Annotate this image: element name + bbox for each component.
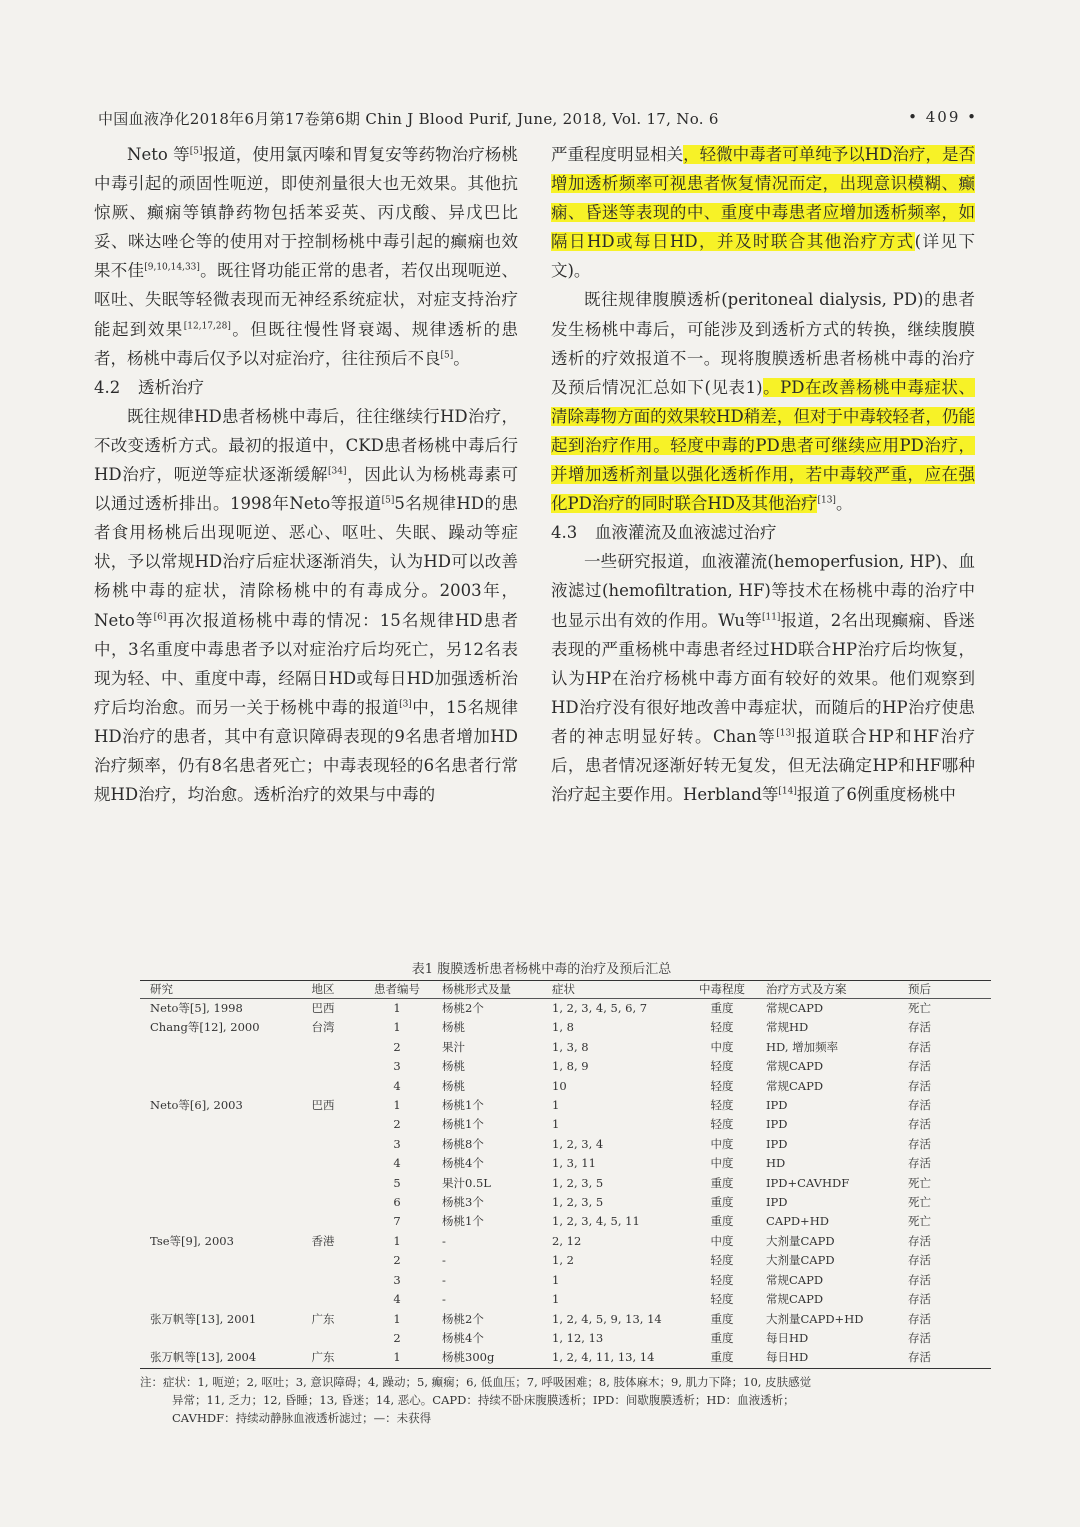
table-cell: 台湾 — [311, 1020, 335, 1035]
table-caption: 表1 腹膜透析患者杨桃中毒的治疗及预后汇总 — [411, 962, 672, 977]
left-column — [94, 140, 518, 809]
citation[interactable]: [5] — [189, 146, 203, 157]
table-cell: 1, 12, 13 — [552, 1330, 604, 1345]
table-cell: 死亡 — [908, 1175, 931, 1190]
right-column — [551, 140, 975, 809]
journal-citation: 中国血液净化2018年6月第17卷第6期 Chin J Blood Purif, June, 2018, Vol. 17, No. 6 — [98, 110, 719, 128]
table-cell: 1, 2, 3, 5 — [552, 1175, 604, 1190]
running-header — [98, 108, 978, 132]
table-note-line: 异常；11, 乏力；12, 昏睡；13, 昏迷；14, 恶心。CAPD：持续不卧床腹膜透析；IPD：间歇腹膜透析；HD：血液透析； — [172, 1392, 795, 1407]
table-cell: IPD — [766, 1195, 788, 1210]
table-cell: 常规CAPD — [766, 1078, 824, 1093]
table-row — [140, 1290, 991, 1309]
table-cell: 存活 — [908, 1136, 931, 1151]
table-cell — [288, 1077, 358, 1096]
table-cell: 轻度 — [710, 1117, 734, 1132]
table-cell — [288, 1290, 358, 1309]
table-cell — [140, 1038, 288, 1057]
paragraph: 既往规律腹膜透析(peritoneal dialysis, PD)的患者发生杨桃中毒后，可能涉及到透析方式的转换，继续腹膜透析的疗效报道不一。现将腹膜透析患者杨桃中毒的治疗及预后情况汇总如下(见表1)。PD在改善杨桃中毒症状、清除毒物方面的效果较HD稍差，但对于中毒较轻者，仍能起到治疗作用。轻度中毒的PD患者可继续应用PD治疗，并增加透析剂量以强化透析作用，若中毒较严重，应在强化PD治疗的同时联合HD及其他治疗[13]。 — [551, 290, 975, 514]
table-cell — [140, 1329, 288, 1348]
table-cell: 中度 — [710, 1039, 734, 1054]
citation[interactable]: [9,10,14,33] — [144, 262, 200, 273]
column-header: 患者编号 — [358, 981, 436, 999]
table-cell: 杨桃4个 — [442, 1156, 484, 1171]
table-cell: 广东 — [288, 1348, 358, 1368]
table-row — [140, 1096, 991, 1115]
table-cell: 存活 — [908, 1078, 931, 1093]
table-cell — [288, 1057, 358, 1076]
table-cell: 常规CAPD — [766, 1059, 824, 1074]
table-cell — [288, 1271, 358, 1290]
paragraph: 既往规律HD患者杨桃中毒后，往往继续行HD治疗，不改变透析方式。最初的报道中，CKD患者杨桃中毒后行HD治疗，呃逆等症状逐渐缓解[34]，因此认为杨桃毒素可以通过透析排出。1998年Neto等报道[5]5名规律HD的患者食用杨桃后出现呃逆、恶心、呕吐、失眠、躁动等症状，予以常规HD治疗后症状逐渐消失，认为HD可以改善杨桃中毒的症状，清除杨桃中的有毒成分。2003年，Neto等[6]再次报道杨桃中毒的情况：15名规律HD患者中，3名重度中毒患者予以对症治疗后均死亡，另12名表现为轻、中、重度中毒，经隔日HD或每日HD加强透析治疗后均治愈。而另一关于杨桃中毒的报道[3]中，15名规律HD治疗的患者，其中有意识障碍表现的9名患者增加HD治疗频率，仍有8名患者死亡；中毒表现轻的6名患者行常规HD治疗，均治愈。透析治疗的效果与中毒的 — [94, 406, 519, 805]
paragraph: Neto 等[5]报道，使用氯丙嗪和胃复安等药物治疗杨桃中毒引起的顽固性呃逆，即使剂量很大也无效果。其他抗惊厥、癫痫等镇静药物包括苯妥英、丙戊酸、异戊巴比妥、咪达唑仑等的使用对于控制杨桃中毒引起的癫痫也效果不佳[9,10,14,33]。既往肾功能正常的患者，若仅出现呃逆、呕吐、失眠等轻微表现而无神经系统症状，对症支持治疗能起到效果[12,17,28]。但既往慢性肾衰竭、规律透析的患者，杨桃中毒后仅予以对症治疗，往往预后不良[5]。 — [94, 145, 519, 368]
table-cell: 轻度 — [710, 1020, 734, 1035]
column-header: 治疗方式及方案 — [754, 981, 894, 999]
table-cell: 存活 — [908, 1311, 931, 1326]
table-row — [140, 1077, 991, 1096]
table-cell — [288, 1154, 358, 1173]
section-title: 透析治疗 — [138, 377, 204, 397]
table-cell: HD — [766, 1156, 786, 1171]
table-cell: 1, 2 — [552, 1253, 574, 1268]
table-row — [140, 1174, 991, 1193]
table-cell: - — [442, 1233, 446, 1248]
table-cell: 杨桃2个 — [442, 1001, 484, 1015]
column-header: 预后 — [894, 981, 991, 999]
table-cell: 杨桃1个 — [442, 1214, 484, 1229]
table-cell: 轻度 — [710, 1292, 734, 1307]
table-cell: 3 — [393, 1136, 401, 1151]
table-cell — [140, 1271, 288, 1290]
table-cell: 杨桃2个 — [442, 1311, 484, 1326]
table-cell: 1, 3, 8 — [552, 1039, 589, 1054]
table-cell: 1 — [552, 1272, 560, 1287]
table-cell — [140, 1193, 288, 1212]
citation[interactable]: [12,17,28] — [183, 321, 231, 332]
table-cell: 重度 — [710, 1175, 734, 1190]
table-cell — [288, 1135, 358, 1154]
table-cell: - — [442, 1272, 446, 1287]
table-cell: 轻度 — [710, 1059, 734, 1074]
table-cell: 存活 — [908, 1098, 931, 1113]
table-cell: 重度 — [710, 1001, 734, 1015]
table-cell: 常规CAPD — [766, 1292, 824, 1307]
table-cell: 3 — [393, 1059, 401, 1074]
table-cell: 1, 8, 9 — [552, 1059, 589, 1074]
paragraph: 严重程度明显相关，轻微中毒者可单纯予以HD治疗，是否增加透析频率可视患者恢复情况而定，出现意识模糊、癫痫、昏迷等表现的中、重度中毒患者应增加透析频率，如隔日HD或每日HD，并及时联合其他治疗方式(详见下文)。 — [551, 145, 975, 281]
table-cell: 3 — [393, 1272, 401, 1287]
table-cell: Neto等[6], 2003 — [150, 1098, 243, 1113]
table-cell — [288, 1038, 358, 1057]
table-cell: 5 — [393, 1175, 401, 1190]
table-cell: 存活 — [908, 1233, 931, 1248]
table-cell: 1 — [552, 1117, 560, 1132]
table-cell — [140, 1212, 288, 1231]
table-row — [140, 1348, 991, 1368]
table-cell: 2 — [393, 1117, 401, 1132]
table-row — [140, 1193, 991, 1212]
table-cell: 4 — [393, 1156, 401, 1171]
table-cell: CAPD+HD — [766, 1214, 829, 1229]
citation[interactable]: [5] — [381, 495, 395, 506]
citation[interactable]: [11] — [761, 612, 781, 622]
table-cell: 香港 — [311, 1233, 335, 1248]
citation[interactable]: [14] — [778, 786, 797, 797]
table-cell: 存活 — [908, 1272, 931, 1287]
table-row — [140, 1135, 991, 1154]
table-cell — [140, 1290, 288, 1309]
section-heading — [551, 518, 975, 547]
table-cell: 大剂量CAPD — [766, 1233, 835, 1248]
table-row — [140, 1271, 991, 1290]
table-cell: 死亡 — [908, 1001, 931, 1015]
table-row — [140, 1154, 991, 1173]
table-cell: 张万帆等[13], 2001 — [150, 1311, 257, 1326]
table-cell — [288, 1193, 358, 1212]
table-cell: 存活 — [908, 1156, 931, 1171]
table-cell: 杨桃 — [442, 1078, 465, 1093]
table-cell — [140, 1115, 288, 1134]
table-cell: 轻度 — [710, 1272, 734, 1287]
table-cell: 1, 2, 4, 11, 13, 14 — [546, 1348, 690, 1368]
table-note — [140, 1373, 943, 1427]
column-header: 地区 — [288, 981, 358, 999]
paragraph: 一些研究报道，血液灌流(hemoperfusion, HP)、血液滤过(hemofiltration, HF)等技术在杨桃中毒的治疗中也显示出有效的作用。Wu等[11]报道，2名出现癫痫、昏迷表现的严重杨桃中毒患者经过HD联合HP治疗后均恢复，认为HP在治疗杨桃中毒方面有较好的效果。他们观察到HD治疗没有很好地改善中毒症状，而随后的HP治疗使患者的神志明显好转。Chan等[13]报道联合HP和HF治疗后，患者情况逐渐好转无复发，但无法确定HP和HF哪种治疗起主要作用。Herbland等[14]报道了6例重度杨桃中 — [551, 552, 975, 805]
table-row — [140, 1310, 991, 1329]
column-header: 中毒程度 — [690, 981, 754, 999]
table-cell: 常规CAPD — [766, 1272, 824, 1287]
table-cell: 2 — [393, 1330, 401, 1345]
table-cell: 果汁0.5L — [442, 1175, 491, 1190]
table-1 — [140, 960, 943, 1427]
table-cell: 死亡 — [908, 1214, 931, 1229]
table-cell: 常规HD — [766, 1020, 809, 1035]
table-cell: 1 — [358, 1348, 436, 1368]
table-cell: 中度 — [710, 1136, 734, 1151]
table-cell: Chang等[12], 2000 — [150, 1020, 260, 1035]
table-cell: 1 — [393, 1020, 401, 1035]
table-row — [140, 1329, 991, 1348]
table-cell: 中度 — [710, 1233, 734, 1248]
table-cell — [140, 1057, 288, 1076]
table-cell: 存活 — [908, 1020, 931, 1035]
table-cell: 10 — [552, 1078, 567, 1093]
table-cell: 存活 — [908, 1059, 931, 1074]
table-cell: 大剂量CAPD — [766, 1253, 835, 1268]
highlighted-text: ，轻微中毒者可单纯予以HD治疗，是否增加透析频率可视患者恢复情况而定，出现意识模糊、癫痫、昏迷等表现的中、重度中毒患者应增加透析频率，如隔日HD或每日HD，并及时联合其他治疗方式 — [551, 145, 975, 252]
table-cell: 杨桃300g — [436, 1348, 546, 1368]
table-cell — [288, 1251, 358, 1270]
table-cell: 杨桃 — [442, 1059, 465, 1074]
table-cell: 1, 2, 3, 4, 5, 11 — [552, 1214, 640, 1229]
highlighted-text: 。PD在改善杨桃中毒症状、清除毒物方面的效果较HD稍差，但对于中毒较轻者，仍能起到治疗作用。轻度中毒的PD患者可继续应用PD治疗，并增加透析剂量以强化透析作用，若中毒较严重，应在强化PD治疗的同时联合HD及其他治疗 — [551, 377, 975, 514]
table-cell: IPD — [766, 1136, 788, 1151]
table-cell: 4 — [393, 1078, 401, 1093]
table-cell — [288, 1329, 358, 1348]
table-cell: 4 — [393, 1292, 401, 1307]
table-cell: 1 — [393, 1098, 401, 1113]
table-cell: 1, 2, 3, 5 — [552, 1195, 604, 1210]
table-cell: IPD — [766, 1117, 788, 1132]
table-cell: 杨桃1个 — [442, 1098, 484, 1113]
table-cell: 杨桃3个 — [442, 1195, 484, 1210]
table-cell: 重度 — [710, 1214, 734, 1229]
table-cell: 张万帆等[13], 2004 — [140, 1348, 288, 1368]
table-row — [140, 1018, 991, 1037]
table-cell: 果汁 — [442, 1039, 465, 1054]
table-cell: 1, 8 — [552, 1020, 574, 1035]
table-cell: 重度 — [710, 1195, 734, 1210]
table-note-line: CAVHDF：持续动静脉血液透析滤过；—：未获得 — [172, 1410, 432, 1425]
column-header: 杨桃形式及量 — [436, 981, 546, 999]
table-cell: - — [442, 1292, 446, 1307]
table-cell: 1 — [552, 1098, 560, 1113]
table-row — [140, 1251, 991, 1270]
table-cell: 1, 3, 11 — [552, 1156, 596, 1171]
page-number: • 409 • — [908, 108, 978, 126]
table-cell — [140, 1154, 288, 1173]
table-row — [140, 1212, 991, 1231]
table-note-line: 注：症状：1, 呃逆；2, 呕吐；3, 意识障碍；4, 躁动；5, 癫痫；6, 低血压；7, 呼吸困难；8, 肢体麻木；9, 肌力下降；10, 皮肤感觉 — [140, 1374, 812, 1389]
table-cell: 1 — [393, 1233, 401, 1248]
table-cell: 每日HD — [766, 1330, 809, 1345]
table-cell: 巴西 — [311, 1098, 335, 1113]
table-cell: 存活 — [894, 1348, 991, 1368]
table-row — [140, 1038, 991, 1057]
table-cell: 轻度 — [710, 1078, 734, 1093]
citation[interactable]: [34] — [328, 466, 347, 477]
table-cell: HD, 增加频率 — [766, 1039, 839, 1054]
table-cell: 重度 — [710, 1330, 734, 1345]
table-row — [140, 999, 991, 1019]
section-title: 血液灌流及血液滤过治疗 — [595, 523, 777, 543]
table-cell: 1, 2, 3, 4, 5, 6, 7 — [552, 1001, 648, 1015]
table-cell: 存活 — [908, 1253, 931, 1268]
data-table — [140, 980, 991, 1369]
citation[interactable]: [6] — [153, 612, 167, 622]
citation[interactable]: [13] — [776, 728, 795, 739]
table-cell — [140, 1251, 288, 1270]
table-cell: 死亡 — [908, 1195, 931, 1210]
section-heading — [94, 373, 518, 402]
table-cell: 1 — [393, 1001, 401, 1015]
table-cell: 轻度 — [710, 1253, 734, 1268]
table-cell: Tse等[9], 2003 — [150, 1233, 234, 1248]
citation[interactable]: [3] — [399, 699, 412, 710]
table-cell — [288, 1115, 358, 1134]
table-cell: 7 — [393, 1214, 401, 1229]
table-cell: 每日HD — [754, 1348, 894, 1368]
table-cell: 大剂量CAPD+HD — [766, 1311, 864, 1326]
table-cell: 常规CAPD — [766, 1001, 824, 1015]
table-cell: 2, 12 — [552, 1233, 582, 1248]
table-row — [140, 1232, 991, 1251]
table-cell: 1, 2, 4, 5, 9, 13, 14 — [552, 1311, 662, 1326]
table-cell: 存活 — [908, 1292, 931, 1307]
table-cell: 6 — [393, 1195, 401, 1210]
table-cell: IPD+CAVHDF — [766, 1175, 850, 1190]
table-cell: 存活 — [908, 1330, 931, 1345]
table-header-row — [140, 981, 991, 999]
table-cell: Neto等[5], 1998 — [150, 1001, 243, 1015]
table-cell: 2 — [393, 1253, 401, 1268]
table-cell: 杨桃1个 — [442, 1117, 484, 1132]
table-cell — [140, 1077, 288, 1096]
table-cell: 广东 — [311, 1311, 335, 1326]
column-header: 研究 — [140, 981, 288, 999]
column-header: 症状 — [546, 981, 690, 999]
table-cell: 杨桃8个 — [442, 1136, 484, 1151]
table-cell — [140, 1174, 288, 1193]
table-cell: - — [442, 1253, 446, 1268]
table-cell: 存活 — [908, 1117, 931, 1132]
section-number: 4.3 — [551, 523, 578, 543]
table-cell — [288, 1212, 358, 1231]
table-cell: 巴西 — [311, 1001, 335, 1015]
table-cell: 重度 — [690, 1348, 754, 1368]
section-number: 4.2 — [94, 377, 121, 397]
citation[interactable]: [13] — [817, 495, 836, 506]
table-row — [140, 1057, 991, 1076]
table-row — [140, 1115, 991, 1134]
citation[interactable]: [5] — [440, 350, 454, 361]
table-cell: IPD — [766, 1098, 788, 1113]
table-cell: 1, 2, 3, 4 — [552, 1136, 604, 1151]
table-cell: 中度 — [710, 1156, 734, 1171]
table-cell: 1 — [393, 1311, 401, 1326]
table-cell: 杨桃 — [442, 1020, 465, 1035]
table-cell: 1 — [552, 1292, 560, 1307]
table-cell: 存活 — [908, 1039, 931, 1054]
table-cell: 2 — [393, 1039, 401, 1054]
table-cell: 杨桃4个 — [442, 1330, 484, 1345]
table-cell — [140, 1135, 288, 1154]
table-cell: 轻度 — [710, 1098, 734, 1113]
table-cell: 重度 — [710, 1311, 734, 1326]
table-cell — [288, 1174, 358, 1193]
